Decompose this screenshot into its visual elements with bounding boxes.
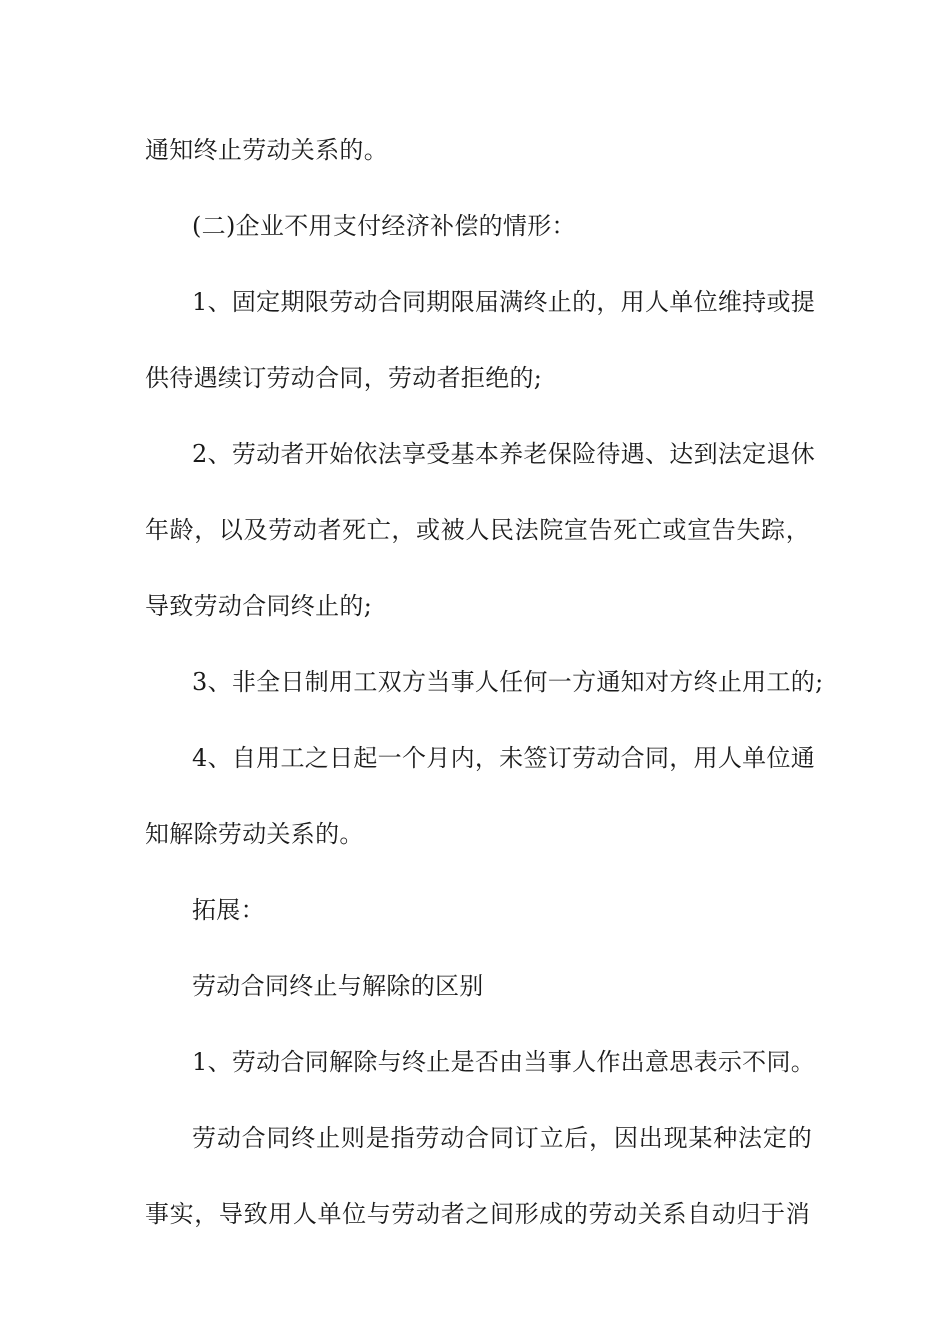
text-line-7: 导致劳动合同终止的;	[145, 592, 373, 620]
text-line-1: 通知终止劳动关系的。	[145, 136, 388, 164]
text-line-6: 年龄，以及劳动者死亡，或被人民法院宣告死亡或宣告失踪，	[145, 516, 810, 544]
text-line-10: 知解除劳动关系的。	[145, 820, 364, 848]
section-heading: (二)企业不用支付经济补偿的情形：	[192, 212, 576, 240]
text-line-14: 劳动合同终止则是指劳动合同订立后，因出现某种法定的	[192, 1124, 812, 1152]
text-line-8: 3、非全日制用工双方当事人任何一方通知对方终止用工的;	[192, 668, 824, 696]
text-line-3: 1、固定期限劳动合同期限届满终止的，用人单位维持或提	[192, 288, 816, 316]
text-line-13: 1、劳动合同解除与终止是否由当事人作出意思表示不同。	[192, 1048, 816, 1076]
text-line-4: 供待遇续订劳动合同，劳动者拒绝的;	[145, 364, 543, 392]
text-line-5: 2、劳动者开始依法享受基本养老保险待遇、达到法定退休	[192, 440, 816, 468]
extension-label: 拓展：	[192, 896, 265, 924]
text-line-15: 事实，导致用人单位与劳动者之间形成的劳动关系自动归于消	[145, 1200, 810, 1228]
subsection-title: 劳动合同终止与解除的区别	[192, 972, 484, 1000]
text-line-9: 4、自用工之日起一个月内，未签订劳动合同，用人单位通	[192, 744, 816, 772]
